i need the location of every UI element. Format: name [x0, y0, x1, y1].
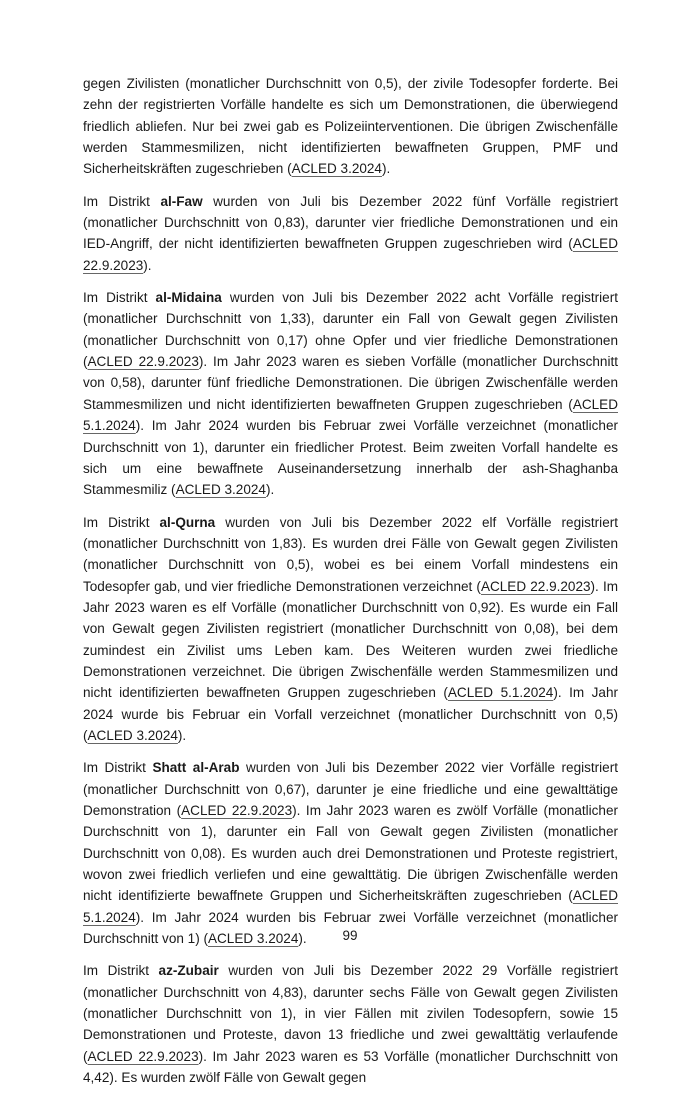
paragraph: [83, 512, 618, 747]
paragraph-text: ).: [265, 482, 275, 498]
paragraph-text: Im Distrikt: [83, 514, 160, 530]
citation-link[interactable]: ACLED 22.9.2023: [87, 1048, 199, 1064]
paragraph-text: Im Distrikt: [83, 760, 153, 776]
page-number: 99: [342, 928, 358, 943]
paragraph-text: ). Im Jahr 2024 wurden bis Februar zwei Vorfälle verzeichnet (monatlicher Durchschnitt von 1), darunter ein friedlicher Protest. Beim zweiten Vorfall handelte es sich um eine bewaffnete Auseinandersetzung innerhalb der ash-Shaghanba Stammesmiliz (: [83, 418, 618, 498]
paragraph: [83, 191, 618, 276]
citation-link[interactable]: ACLED 5.1.2024: [447, 685, 554, 701]
citation-link[interactable]: ACLED 3.2024: [87, 727, 178, 743]
paragraph-text: wurden von Juli bis Dezember 2022 elf Vorfälle registriert (monatlicher Durchschnitt von 1,83). Es wurden drei Fälle von Gewalt gegen Zivilisten (monatlicher Durchschnitt von 0,5), wobei es bei einem Vorfall mindestens ein Todesopfer gab, und vier friedliche Demonstrationen verzeichnet (: [83, 514, 618, 594]
paragraph: [83, 757, 618, 949]
district-name: al-Faw: [160, 193, 203, 209]
paragraph-text: ).: [381, 161, 391, 177]
paragraph-text: Im Distrikt: [83, 963, 159, 979]
paragraph-text: ). Im Jahr 2024 wurden bis Februar zwei Vorfälle verzeichnet (monatlicher Durchschnitt von 1) (: [83, 909, 618, 947]
paragraph-text: wurden von Juli bis Dezember 2022 vier Vorfälle registriert (monatlicher Durchschnitt von 0,67), darunter je eine friedliche und eine gewalttätige Demonstration (: [83, 760, 618, 818]
citation-link[interactable]: ACLED 3.2024: [207, 931, 299, 947]
document-body: [83, 73, 618, 1099]
district-name: az-Zubair: [158, 963, 219, 979]
citation-link[interactable]: ACLED 22.9.2023: [181, 803, 293, 818]
paragraph-text: ).: [298, 931, 307, 947]
citation-link[interactable]: ACLED 22.9.2023: [480, 578, 591, 594]
citation-link[interactable]: ACLED 3.2024: [175, 482, 266, 498]
paragraph-text: ). Im Jahr 2024 wurde bis Februar ein Vorfall verzeichnet (monatlicher Durchschnitt von 0,5) (: [83, 685, 619, 743]
paragraph-text: wurden von Juli bis Dezember 2022 29 Vorfälle registriert (monatlicher Durchschnitt von 4,83), darunter sechs Fälle von Gewalt gegen Zivilisten (monatlicher Durchschnitt von 1), in vier Fällen mit zivilen Todesopfern, sowie 15 Demonstrationen und Proteste, davon 13 friedliche und zwei gewalttätig verlaufende (: [83, 963, 618, 1064]
district-name: al-Midaina: [155, 290, 222, 306]
paragraph: [83, 73, 618, 180]
paragraph-text: ). Im Jahr 2023 waren es sieben Vorfälle (monatlicher Durchschnitt von 0,58), darunter fünf friedliche Demonstrationen. Die übrigen Zwischenfälle werden Stammesmilizen und nicht identifizierten bewaffneten Gruppen zugeschrieben (: [83, 354, 619, 412]
paragraph-text: ).: [143, 257, 152, 273]
paragraph-text: ).: [177, 727, 187, 743]
paragraph-text: ). Im Jahr 2023 waren es zwölf Vorfälle (monatlicher Durchschnitt von 1), darunter ein Fall von Gewalt gegen Zivilisten (monatlicher Durchschnitt von 0,08). Es wurden auch drei Demonstrationen und Proteste registriert, wovon zwei friedlich verliefen und eine gewalttätig. Die übrigen Zwischenfälle werden nicht identifizierte bewaffnete Gruppen und Sicherheitskräften zugeschrieben (: [83, 803, 618, 904]
paragraph-text: Im Distrikt: [83, 290, 156, 306]
citation-link[interactable]: ACLED 5.1.2024: [83, 888, 618, 925]
paragraph-text: ). Im Jahr 2023 waren es elf Vorfälle (monatlicher Durchschnitt von 0,92). Es wurde ein Fall von Gewalt gegen Zivilisten registriert (monatlicher Durchschnitt von 0,08), bei dem zumindest ein Zivilist ums Leben kam. Des Weiteren wurden zwei friedliche Demonstrationen verzeichnet. Die übrigen Zwischenfälle werden Stammesmilizen und nicht identifizierten bewaffneten Gruppen zugeschrieben (: [83, 578, 618, 701]
paragraph: [83, 960, 618, 1088]
paragraph-text: wurden von Juli bis Dezember 2022 acht Vorfälle registriert (monatlicher Durchschnitt von 1,33), darunter ein Fall von Gewalt gegen Zivilisten (monatlicher Durchschnitt von 0,17) ohne Opfer und vier friedliche Demonstrationen (: [83, 290, 618, 370]
citation-link[interactable]: ACLED 22.9.2023: [83, 236, 618, 273]
citation-link[interactable]: ACLED 3.2024: [291, 161, 382, 177]
citation-link[interactable]: ACLED 5.1.2024: [83, 396, 618, 434]
district-name: al-Qurna: [159, 514, 216, 530]
paragraph: [83, 287, 618, 500]
paragraph-text: ). Im Jahr 2023 waren es 53 Vorfälle (monatlicher Durchschnitt von 4,42). Es wurden zwölf Fälle von Gewalt gegen: [83, 1048, 619, 1086]
citation-link[interactable]: ACLED 22.9.2023: [87, 354, 199, 370]
paragraph-text: gegen Zivilisten (monatlicher Durchschnitt von 0,5), der zivile Todesopfer forderte. Bei zehn der registrierten Vorfälle handelte es sich um Demonstrationen, die überwiegend friedlich abliefen. Nur bei zwei gab es Polizeiinterventionen. Die übrigen Zwischenfälle werden Stammesmilizen, nicht identifizierten bewaffneten Gruppen, PMF und Sicherheitskräften zugeschrieben (: [83, 76, 618, 177]
paragraph-text: Im Distrikt: [83, 193, 161, 209]
paragraph-text: wurden von Juli bis Dezember 2022 fünf Vorfälle registriert (monatlicher Durchschnitt von 0,83), darunter vier friedliche Demonstrationen und ein IED-Angriff, der nicht identifizierten bewaffneten Gruppen zugeschrieben wird (: [83, 193, 619, 252]
district-name: Shatt al-Arab: [152, 760, 240, 776]
